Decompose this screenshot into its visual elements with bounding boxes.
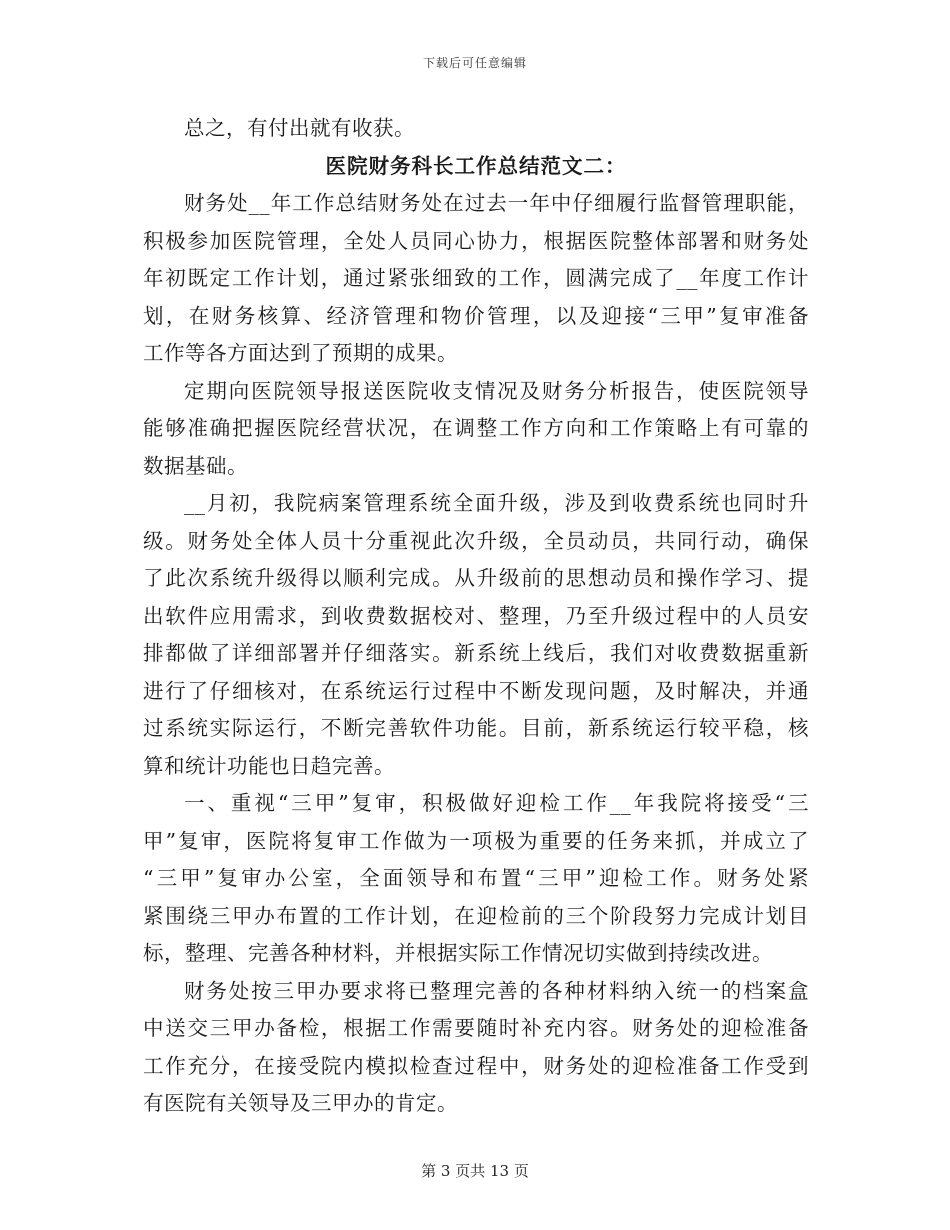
text-line: 甲”复审，医院将复审工作做为一项极为重要的任务来抓，并成立了 [143,828,809,853]
text-line: __月初，我院病案管理系统全面升级，涉及到收费系统也同时升 [184,491,809,515]
text-line: 级。财务处全体人员十分重视此次升级，全员动员，共同行动，确保 [143,528,809,553]
section-heading: 医院财务科长工作总结范文二： [325,153,627,178]
text-line: 数据基础。 [143,453,248,478]
text-line: 定期向医院领导报送医院收支情况及财务分析报告，使医院领导 [184,378,809,403]
text-line: 中送交三甲办备检，根据工作需要随时补充内容。财务处的迎检准备 [143,1016,809,1040]
text-line: 年初既定工作计划，通过紧张细致的工作，圆满完成了__年度工作计 [143,266,809,290]
page-footer: 第 3 页共 13 页 [421,1162,529,1180]
text-line: 积极参加医院管理，全处人员同心协力，根据医院整体部署和财务处 [143,228,809,253]
text-line: 进行了仔细核对，在系统运行过程中不断发现问题，及时解决，并通 [143,678,809,703]
text-line: 能够准确把握医院经营状况，在调整工作方向和工作策略上有可靠的 [143,416,809,440]
text-line: 算和统计功能也日趋完善。 [143,753,395,778]
document-body [143,110,809,1123]
text-line: 紧围绕三甲办布置的工作计划，在迎检前的三个阶段努力完成计划目 [143,903,809,928]
text-line: 了此次系统升级得以顺利完成。从升级前的思想动员和操作学习、提 [143,566,809,590]
text-line: 过系统实际运行，不断完善软件功能。目前，新系统运行较平稳，核 [143,716,809,740]
text-line: 总之，有付出就有收获。 [184,116,415,140]
text-line: 工作等各方面达到了预期的成果。 [143,341,458,365]
text-line: 财务处按三甲办要求将已整理完善的各种材料纳入统一的档案盒 [184,978,809,1003]
text-line: 标，整理、完善各种材料，并根据实际工作情况切实做到持续改进。 [143,941,773,965]
text-line: 划，在财务核算、经济管理和物价管理，以及迎接“三甲”复审准备 [143,303,809,328]
text-line: 财务处__年工作总结财务处在过去一年中仔细履行监督管理职能， [184,191,809,215]
text-line: 出软件应用需求，到收费数据校对、整理，乃至升级过程中的人员安 [143,603,809,628]
text-line: 工作充分，在接受院内模拟检查过程中，财务处的迎检准备工作受到 [143,1053,809,1078]
page-header: 下载后可任意编辑 [422,56,527,70]
text-line: “三甲”复审办公室，全面领导和布置“三甲”迎检工作。财务处紧 [143,866,809,890]
text-line: 排都做了详细部署并仔细落实。新系统上线后，我们对收费数据重新 [143,641,809,665]
text-line: 有医院有关领导及三甲办的肯定。 [143,1091,458,1115]
text-line: 一、重视“三甲”复审，积极做好迎检工作__年我院将接受“三 [184,791,809,815]
